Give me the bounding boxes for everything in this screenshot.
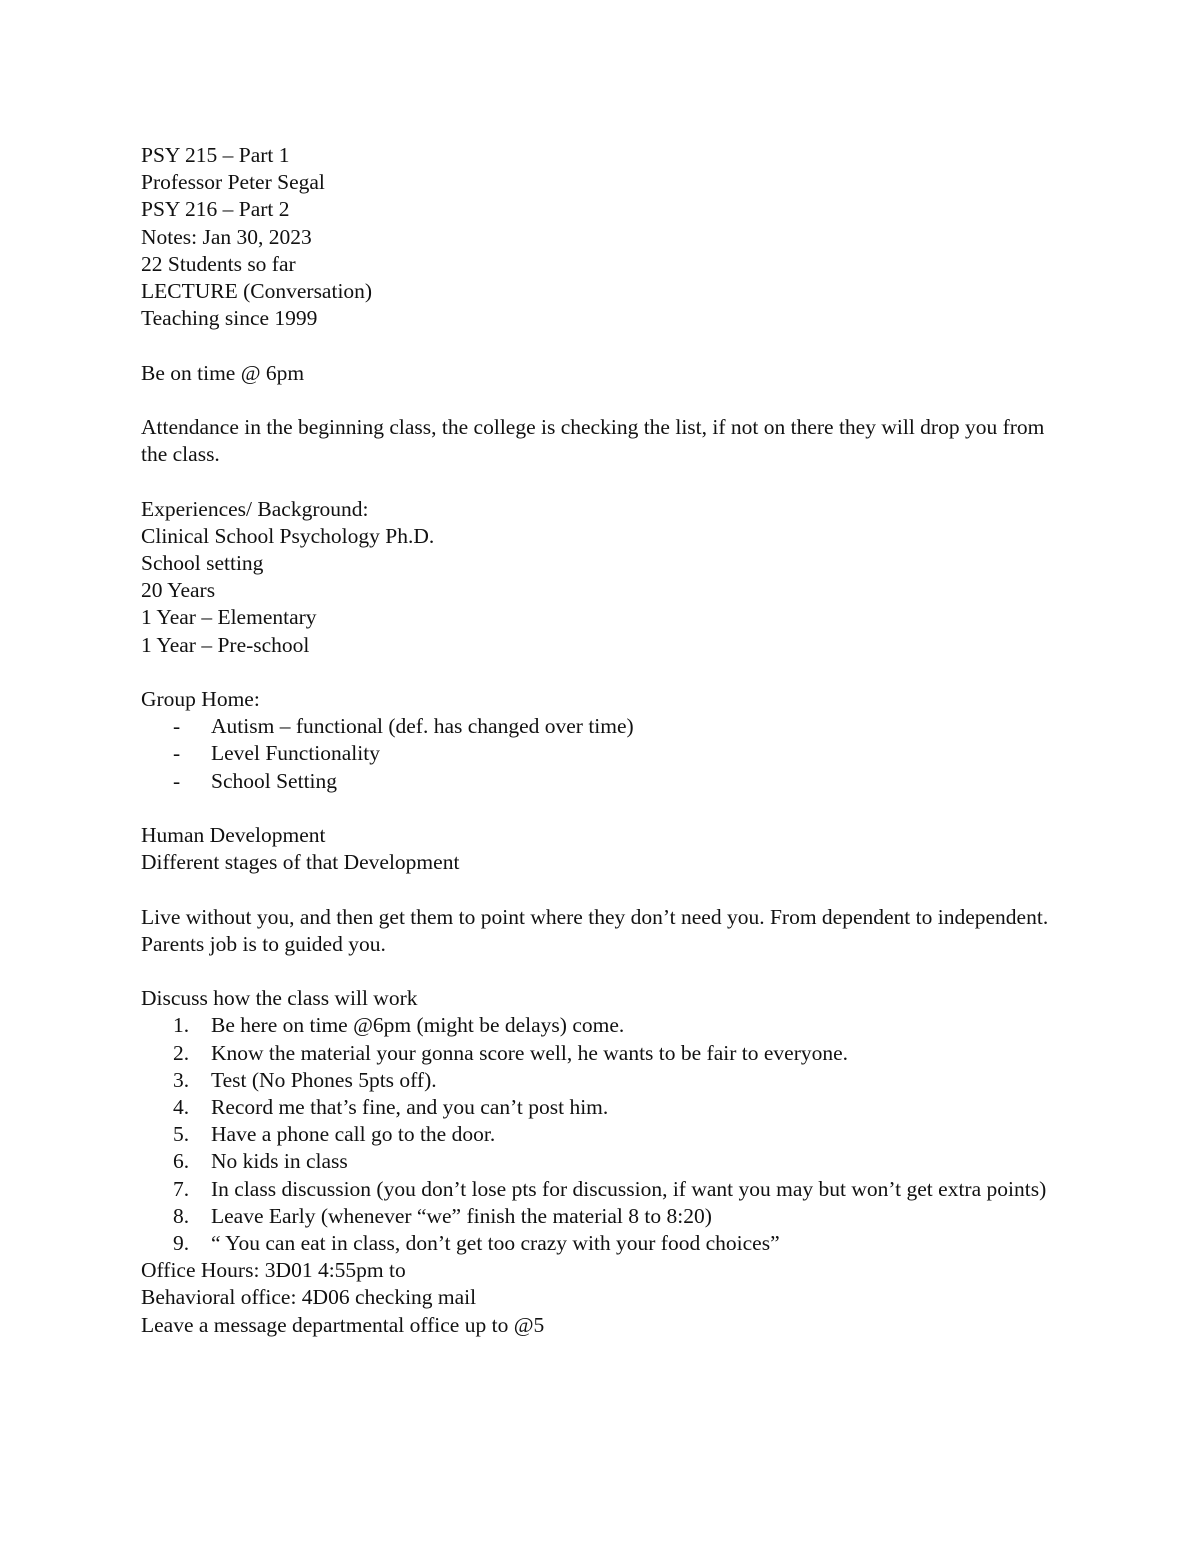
- list-number: 9.: [173, 1231, 190, 1256]
- student-count: 22 Students so far: [141, 251, 296, 276]
- class-rules-block: [141, 985, 1071, 1257]
- office-hours: Office Hours: 3D01 4:55pm to: [141, 1258, 406, 1283]
- human-development-block: [141, 822, 1071, 876]
- group-home-block: [141, 686, 1071, 795]
- list-item-text: Test (No Phones 5pts off).: [211, 1067, 437, 1092]
- attendance-note: Attendance in the beginning class, the college is checking the list, if not on there they will drop you from the class.: [141, 415, 1045, 467]
- background-block: [141, 496, 1071, 659]
- dash-bullet: -: [173, 714, 181, 739]
- group-home-heading: Group Home:: [141, 687, 260, 711]
- behavioral-office: Behavioral office: 4D06 checking mail: [141, 1285, 477, 1310]
- notes-body: [141, 142, 1071, 1339]
- list-item-text: Know the material your gonna score well, he wants to be fair to everyone.: [211, 1040, 849, 1065]
- list-item: [141, 1148, 1071, 1175]
- parents-note: Parents job is to guided you.: [141, 931, 386, 956]
- spacer: [141, 876, 1071, 903]
- list-item: [141, 1230, 1071, 1257]
- on-time-note: Be on time @ 6pm: [141, 360, 305, 385]
- list-item: [141, 713, 1071, 740]
- header-block: [141, 142, 1071, 332]
- list-number: 4.: [173, 1095, 190, 1119]
- list-item-text: School Setting: [211, 768, 338, 793]
- spacer: [141, 387, 1071, 414]
- background-line: 1 Year – Pre-school: [141, 632, 310, 657]
- class-rules-list: [141, 1012, 1071, 1257]
- dash-bullet: -: [173, 741, 181, 766]
- list-item: [141, 1040, 1071, 1067]
- list-number: 6.: [173, 1149, 190, 1174]
- notes-date: Notes: Jan 30, 2023: [141, 224, 312, 249]
- list-number: 7.: [173, 1176, 190, 1201]
- list-item-text: No kids in class: [211, 1149, 348, 1174]
- list-item-text: Have a phone call go to the door.: [211, 1122, 496, 1147]
- dash-bullet: -: [173, 768, 181, 793]
- spacer: [141, 332, 1071, 359]
- human-development-heading: Human Development: [141, 823, 326, 847]
- background-line: Clinical School Psychology Ph.D.: [141, 523, 435, 548]
- independence-note: Live without you, and then get them to point where they don’t need you. From dependent to independent.: [141, 904, 1049, 929]
- professor-name: Professor Peter Segal: [141, 170, 325, 195]
- group-home-list: [141, 713, 1071, 795]
- spacer: [141, 795, 1071, 822]
- list-item-text: Autism – functional (def. has changed over time): [211, 714, 634, 739]
- list-item: [141, 740, 1071, 767]
- list-item-text: Be here on time @6pm (might be delays) come.: [211, 1013, 625, 1038]
- list-number: 3.: [173, 1067, 190, 1092]
- list-number: 5.: [173, 1122, 190, 1147]
- list-item: [141, 1067, 1071, 1094]
- list-item-text: Level Functionality: [211, 741, 380, 766]
- list-item-text: In class discussion (you don’t lose pts for discussion, if want you may but won’t get extra points): [211, 1176, 1047, 1201]
- course-title-part2: PSY 216 – Part 2: [141, 197, 290, 222]
- teaching-since: Teaching since 1999: [141, 306, 318, 331]
- background-line: 1 Year – Elementary: [141, 605, 317, 630]
- course-title-part1: PSY 215 – Part 1: [141, 143, 290, 167]
- list-number: 2.: [173, 1040, 190, 1065]
- spacer: [141, 659, 1071, 686]
- spacer: [141, 468, 1071, 495]
- message-note: Leave a message departmental office up to @5: [141, 1312, 545, 1337]
- list-item-text: “ You can eat in class, don’t get too crazy with your food choices”: [211, 1231, 780, 1256]
- lecture-format: LECTURE (Conversation): [141, 279, 373, 304]
- background-line: 20 Years: [141, 578, 216, 603]
- background-heading: Experiences/ Background:: [141, 496, 369, 521]
- list-item: [141, 1121, 1071, 1148]
- class-rules-heading: Discuss how the class will work: [141, 986, 418, 1011]
- background-line: School setting: [141, 551, 264, 575]
- list-item: [141, 1203, 1071, 1230]
- list-number: 1.: [173, 1013, 190, 1038]
- list-item-text: Leave Early (whenever “we” finish the material 8 to 8:20): [211, 1203, 712, 1228]
- list-item: [141, 1012, 1071, 1039]
- independence-block: [141, 904, 1071, 958]
- list-item-text: Record me that’s fine, and you can’t post him.: [211, 1095, 609, 1119]
- list-item: [141, 768, 1071, 795]
- office-block: [141, 1257, 1071, 1339]
- spacer: [141, 958, 1071, 985]
- list-item: [141, 1176, 1071, 1203]
- list-item: [141, 1094, 1071, 1121]
- list-number: 8.: [173, 1203, 190, 1228]
- development-stages: Different stages of that Development: [141, 850, 460, 875]
